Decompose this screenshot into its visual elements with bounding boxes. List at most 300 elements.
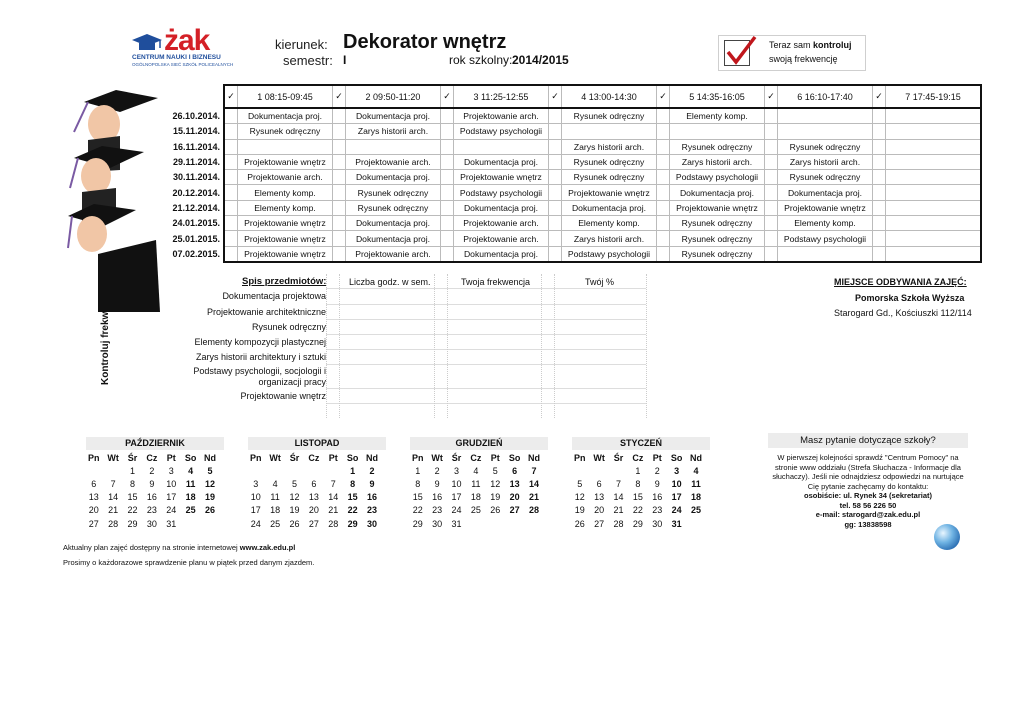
subjects-title: Spis przedmiotów:: [242, 276, 327, 287]
calendar-day: [304, 464, 323, 477]
calendar-day: 3: [453, 465, 459, 476]
class-cell: [886, 185, 982, 200]
globe-icon: [934, 524, 960, 550]
calendar-november: [246, 437, 386, 530]
calendar-day: 21: [328, 505, 339, 516]
contact-line: słuchaczy). Jeśli nie odnajdziesz odpowiedzi na nurtujące: [772, 472, 964, 481]
attendance-checkbox[interactable]: [441, 185, 454, 200]
attendance-checkbox[interactable]: [549, 124, 562, 139]
class-cell: Rysunek odręczny: [238, 124, 333, 139]
contact-email[interactable]: e-mail: starogard@zak.edu.pl: [815, 510, 921, 519]
attendance-checkbox[interactable]: [765, 139, 778, 154]
class-cell: Dokumentacja proj.: [238, 108, 333, 124]
calendar-day: 30: [367, 518, 378, 529]
attendance-checkbox[interactable]: [873, 139, 886, 154]
calendar-day: 17: [166, 492, 177, 503]
calendar-day: 17: [671, 492, 682, 503]
calendar-day: 3: [253, 478, 259, 489]
attendance-checkbox[interactable]: [549, 154, 562, 169]
checkbox-icon: [724, 40, 750, 66]
attendance-checkbox[interactable]: [549, 200, 562, 215]
calendar-day: [466, 517, 485, 530]
calendar-day: 6: [512, 465, 518, 476]
col-attendance: Twoja frekwencja: [461, 277, 531, 287]
class-cell: [886, 216, 982, 231]
calendar-day: 4: [473, 465, 479, 476]
class-cell: [346, 139, 441, 154]
attendance-checkbox[interactable]: [549, 231, 562, 246]
weekday-label: Pn: [249, 452, 262, 463]
attendance-checkbox[interactable]: [765, 246, 778, 262]
class-cell: [670, 124, 765, 139]
calendar-day: 4: [272, 478, 278, 489]
calendar-day: 28: [529, 505, 540, 516]
calendar-day: 10: [451, 478, 462, 489]
calendar-day: 4: [188, 465, 194, 476]
weekday-label: Cz: [146, 452, 158, 463]
class-cell: [886, 231, 982, 246]
calendar-day: 6: [91, 478, 97, 489]
calendar-day: [686, 517, 705, 530]
calendar-day: 19: [574, 505, 585, 516]
calendar-day: 17: [451, 492, 462, 503]
calendar-day: [589, 464, 608, 477]
calendar-day: 29: [412, 518, 423, 529]
weekday-label: Wt: [431, 452, 443, 463]
attendance-checkbox[interactable]: [224, 216, 238, 231]
row-date: 26.10.2014.: [172, 110, 220, 121]
weekday-label: Śr: [127, 452, 138, 463]
attendance-checkbox[interactable]: [873, 108, 886, 124]
grid-divider: [646, 274, 647, 418]
contact-address: osobiście: ul. Rynek 34 (sekretariat): [804, 491, 932, 500]
class-cell: [454, 139, 549, 154]
weekday-label: Pt: [490, 452, 500, 463]
weekday-label: Śr: [451, 452, 462, 463]
grid-line: [326, 319, 646, 320]
logo-wordmark: żak: [164, 24, 210, 57]
class-cell: [238, 139, 333, 154]
kierunek-label: kierunek:: [275, 37, 328, 52]
class-cell: Dokumentacja proj.: [346, 170, 441, 185]
schedule-row: [158, 231, 981, 246]
attendance-checkbox[interactable]: [765, 200, 778, 215]
calendar-day: 3: [674, 465, 680, 476]
attendance-checkbox[interactable]: [873, 200, 886, 215]
contact-body: [768, 453, 968, 529]
calendar-january: [570, 437, 710, 530]
class-cell: [886, 200, 982, 215]
row-date: 30.11.2014.: [172, 172, 220, 183]
attendance-checkbox[interactable]: [549, 185, 562, 200]
weekday-label: So: [508, 452, 521, 463]
calendar-day: 21: [613, 505, 624, 516]
calendar-day: [246, 464, 265, 477]
calendar-day: 7: [110, 478, 116, 489]
class-cell: Dokumentacja proj.: [346, 216, 441, 231]
calendar-day: [524, 517, 543, 530]
calendar-day: 13: [308, 492, 319, 503]
footer-line1: Aktualny plan zajęć dostępny na stronie internetowej www.zak.edu.pl: [63, 543, 296, 552]
schedule-row: [158, 246, 981, 262]
calendar-day: 16: [652, 492, 663, 503]
grid-divider: [339, 274, 340, 418]
calendar-day: 18: [185, 492, 196, 503]
class-cell: [886, 246, 982, 262]
row-date: 15.11.2014.: [172, 126, 220, 137]
class-cell: Rysunek odręczny: [346, 200, 441, 215]
attendance-checkbox[interactable]: [333, 170, 346, 185]
row-date: 20.12.2014.: [172, 187, 220, 198]
row-date: 24.01.2015.: [172, 218, 220, 229]
attendance-checkbox[interactable]: [873, 154, 886, 169]
attendance-checkbox[interactable]: [765, 231, 778, 246]
calendar-day: 22: [632, 505, 643, 516]
class-cell: Projektowanie arch.: [454, 108, 549, 124]
calendar-day: 7: [330, 478, 336, 489]
calendar-day: 27: [308, 518, 319, 529]
class-cell: Rysunek odręczny: [778, 170, 873, 185]
calendar-day: 1: [415, 465, 421, 476]
calendar-day: 28: [328, 518, 339, 529]
class-cell: Dokumentacja proj.: [778, 185, 873, 200]
attendance-checkbox[interactable]: [333, 231, 346, 246]
calendar-day: 9: [149, 478, 155, 489]
attendance-checkbox[interactable]: [657, 200, 670, 215]
schedule-row: [158, 170, 981, 185]
attendance-checkbox[interactable]: [441, 246, 454, 262]
class-cell: [886, 124, 982, 139]
calendar-day: [285, 464, 304, 477]
grid-line: [326, 364, 646, 365]
calendar-day: 30: [432, 518, 443, 529]
calendar-december: [408, 437, 548, 530]
subject-item: Podstawy psychologii, socjologii i organizacji pracy: [193, 366, 326, 387]
calendar-day: 11: [471, 478, 481, 489]
semestr-label: semestr:: [283, 53, 333, 68]
weekday-label: Nd: [690, 452, 703, 463]
calendar-day: 10: [671, 478, 682, 489]
month-name: LISTOPAD: [248, 437, 386, 450]
weekday-label: Cz: [632, 452, 644, 463]
place-name: Pomorska Szkoła Wyższa: [855, 293, 965, 303]
calendar-day: 24: [671, 505, 682, 516]
attendance-checkbox[interactable]: [224, 170, 238, 185]
attendance-checkbox[interactable]: [765, 154, 778, 169]
calendar-day: 14: [613, 492, 624, 503]
attendance-checkbox[interactable]: [765, 216, 778, 231]
calendar-day: 11: [270, 492, 280, 503]
calendar-day: 7: [615, 478, 621, 489]
calendar-day: 27: [509, 505, 520, 516]
calendar-day: 5: [577, 478, 583, 489]
calendar-day: 27: [88, 518, 99, 529]
calendar-day: 31: [166, 518, 177, 529]
calendar-day: 25: [185, 505, 196, 516]
check-mark-icon: ✓: [765, 85, 778, 108]
calendar-day: 26: [574, 518, 585, 529]
self-check-line1: Teraz sam kontroluj: [769, 40, 852, 50]
attendance-checkbox[interactable]: [224, 139, 238, 154]
rok-value: 2014/2015: [512, 53, 569, 67]
class-cell: Projektowanie wnętrz: [562, 185, 657, 200]
weekday-label: Cz: [470, 452, 482, 463]
attendance-checkbox[interactable]: [657, 170, 670, 185]
attendance-checkbox[interactable]: [441, 200, 454, 215]
attendance-checkbox[interactable]: [873, 170, 886, 185]
subject-item: Zarys historii architektury i sztuki: [195, 352, 326, 362]
calendar-day: 22: [412, 505, 423, 516]
check-mark-icon: ✓: [657, 85, 670, 108]
class-cell: Dokumentacja proj.: [670, 185, 765, 200]
attendance-checkbox[interactable]: [224, 200, 238, 215]
contact-phone: tel. 58 56 226 50: [839, 500, 897, 510]
attendance-checkbox[interactable]: [441, 124, 454, 139]
class-cell: Rysunek odręczny: [670, 231, 765, 246]
calendar-day: 29: [632, 518, 643, 529]
class-cell: Elementy komp.: [670, 108, 765, 124]
attendance-checkbox[interactable]: [657, 185, 670, 200]
calendar-day: 19: [205, 492, 216, 503]
class-cell: [778, 124, 873, 139]
calendar-day: 20: [509, 492, 520, 503]
check-mark-icon: ✓: [333, 85, 346, 108]
class-cell: Podstawy psychologii: [454, 185, 549, 200]
weekday-label: Pt: [166, 452, 176, 463]
class-cell: Rysunek odręczny: [346, 185, 441, 200]
grid-line: [326, 288, 646, 289]
class-cell: Zarys historii arch.: [778, 154, 873, 169]
website-link[interactable]: www.zak.edu.pl: [239, 543, 296, 552]
weekday-label: Śr: [289, 452, 300, 463]
col-percent: Twój %: [585, 277, 615, 287]
attendance-checkbox[interactable]: [224, 185, 238, 200]
calendar-day: 19: [490, 492, 501, 503]
class-cell: Podstawy psychologii: [778, 231, 873, 246]
calendar-day: 30: [652, 518, 663, 529]
schedule-row: [158, 200, 981, 215]
class-cell: Elementy komp.: [238, 200, 333, 215]
attendance-checkbox[interactable]: [657, 246, 670, 262]
contact-box: [768, 433, 968, 529]
attendance-checkbox[interactable]: [224, 246, 238, 262]
calendar-day: 26: [205, 505, 216, 516]
attendance-checkbox[interactable]: [333, 154, 346, 169]
calendar-day: 26: [289, 518, 300, 529]
weekday-label: Wt: [593, 452, 605, 463]
attendance-checkbox[interactable]: [224, 124, 238, 139]
class-cell: Projektowanie wnętrz: [238, 246, 333, 262]
calendar-day: 22: [347, 505, 358, 516]
calendar-day: 23: [367, 505, 378, 516]
weekday-label: Pt: [328, 452, 338, 463]
attendance-checkbox[interactable]: [873, 231, 886, 246]
weekday-label: Wt: [107, 452, 119, 463]
attendance-checkbox[interactable]: [549, 139, 562, 154]
month-name: PAŹDZIERNIK: [86, 437, 224, 450]
class-cell: Dokumentacja proj.: [454, 154, 549, 169]
weekday-label: Pn: [87, 452, 100, 463]
schedule-table: [158, 84, 982, 263]
calendar-day: 24: [451, 505, 462, 516]
attendance-checkbox[interactable]: [765, 124, 778, 139]
weekday-label: Śr: [613, 452, 624, 463]
attendance-checkbox[interactable]: [333, 108, 346, 124]
class-cell: [886, 108, 982, 124]
weekday-label: So: [670, 452, 683, 463]
attendance-checkbox[interactable]: [549, 216, 562, 231]
attendance-checkbox[interactable]: [657, 216, 670, 231]
check-mark-icon: ✓: [549, 85, 562, 108]
calendar-day: 12: [574, 492, 585, 503]
schedule-row: [158, 139, 981, 154]
calendar-day: [200, 517, 219, 530]
calendar-day: 23: [146, 505, 157, 516]
calendar-day: [103, 464, 122, 477]
class-cell: Rysunek odręczny: [562, 170, 657, 185]
class-cell: Zarys historii arch.: [670, 154, 765, 169]
calendar-day: 21: [529, 492, 540, 503]
calendar-day: [181, 517, 200, 530]
calendar-day: [609, 464, 628, 477]
calendar-day: 15: [632, 492, 643, 503]
calendar-day: 1: [129, 465, 135, 476]
attendance-checkbox[interactable]: [549, 170, 562, 185]
calendar-day: 17: [250, 505, 261, 516]
attendance-checkbox[interactable]: [657, 124, 670, 139]
kierunek-value: Dekorator wnętrz: [343, 31, 507, 53]
class-cell: Podstawy psychologii: [670, 170, 765, 185]
calendar-day: [265, 464, 284, 477]
class-cell: Projektowanie wnętrz: [670, 200, 765, 215]
side-label: Kontroluj frekw: [100, 311, 111, 385]
class-cell: Rysunek odręczny: [670, 246, 765, 262]
calendar-day: 15: [412, 492, 423, 503]
self-check-box: [718, 35, 866, 71]
attendance-checkbox[interactable]: [224, 231, 238, 246]
weekday-label: Cz: [308, 452, 320, 463]
calendar-day: 14: [328, 492, 339, 503]
grid-line: [326, 349, 646, 350]
attendance-checkbox[interactable]: [333, 246, 346, 262]
calendar-day: 20: [88, 505, 99, 516]
attendance-checkbox[interactable]: [657, 108, 670, 124]
calendar-day: 2: [654, 465, 660, 476]
grid-divider: [447, 274, 448, 418]
class-cell: Elementy komp.: [562, 216, 657, 231]
attendance-checkbox[interactable]: [765, 170, 778, 185]
attendance-checkbox[interactable]: [224, 108, 238, 124]
calendar-day: 9: [369, 478, 375, 489]
attendance-checkbox[interactable]: [873, 246, 886, 262]
check-mark-icon: ✓: [441, 85, 454, 108]
attendance-checkbox[interactable]: [657, 154, 670, 169]
month-name: GRUDZIEŃ: [410, 437, 548, 450]
calendar-day: 30: [146, 518, 157, 529]
grid-divider: [554, 274, 555, 418]
attendance-checkbox[interactable]: [224, 154, 238, 169]
subject-item: Projektowanie wnętrz: [240, 391, 326, 401]
row-date: 29.11.2014.: [172, 157, 220, 168]
attendance-checkbox[interactable]: [549, 246, 562, 262]
footer-line2: Prosimy o każdorazowe sprawdzenie planu w piątek przed danym zjazdem.: [63, 558, 315, 567]
attendance-checkbox[interactable]: [765, 185, 778, 200]
calendar-day: 13: [88, 492, 99, 503]
place-address: Starogard Gd., Kościuszki 112/114: [834, 308, 972, 318]
class-cell: Rysunek odręczny: [670, 139, 765, 154]
attendance-checkbox[interactable]: [333, 200, 346, 215]
calendar-day: 5: [492, 465, 498, 476]
check-mark-icon: ✓: [873, 85, 886, 108]
attendance-checkbox[interactable]: [549, 108, 562, 124]
place-heading: MIEJSCE ODBYWANIA ZAJĘĆ:: [834, 277, 967, 287]
attendance-checkbox[interactable]: [765, 108, 778, 124]
attendance-checkbox[interactable]: [333, 216, 346, 231]
logo-tagline: CENTRUM NAUKI I BIZNESU: [132, 54, 221, 61]
calendar-day: 7: [531, 465, 537, 476]
grid-divider: [434, 274, 435, 418]
attendance-checkbox[interactable]: [873, 185, 886, 200]
attendance-checkbox[interactable]: [441, 231, 454, 246]
calendar-day: 23: [652, 505, 663, 516]
class-cell: Projektowanie arch.: [238, 170, 333, 185]
attendance-checkbox[interactable]: [333, 185, 346, 200]
grid-line: [326, 388, 646, 389]
calendar-day: 24: [250, 518, 261, 529]
weekday-label: So: [346, 452, 359, 463]
calendar-day: 9: [654, 478, 660, 489]
class-cell: Projektowanie wnętrz: [454, 170, 549, 185]
class-cell: Rysunek odręczny: [562, 154, 657, 169]
class-cell: [886, 170, 982, 185]
attendance-checkbox[interactable]: [441, 108, 454, 124]
contact-gg: gg: 13838598: [844, 519, 892, 529]
class-cell: [778, 108, 873, 124]
slot-header: 6 16:10-17:40: [778, 85, 873, 108]
attendance-checkbox[interactable]: [441, 139, 454, 154]
attendance-checkbox[interactable]: [333, 139, 346, 154]
class-cell: Dokumentacja proj.: [346, 108, 441, 124]
class-cell: Rysunek odręczny: [778, 139, 873, 154]
attendance-checkbox[interactable]: [873, 124, 886, 139]
attendance-checkbox[interactable]: [657, 139, 670, 154]
class-cell: Zarys historii arch.: [562, 139, 657, 154]
class-cell: Rysunek odręczny: [670, 216, 765, 231]
calendar-day: 16: [367, 492, 378, 503]
attendance-checkbox[interactable]: [873, 216, 886, 231]
attendance-checkbox[interactable]: [441, 216, 454, 231]
class-cell: Projektowanie wnętrz: [238, 216, 333, 231]
calendar-day: 28: [108, 518, 119, 529]
calendar-day: 1: [350, 465, 356, 476]
calendar-day: 11: [691, 478, 701, 489]
calendar-day: 26: [490, 505, 501, 516]
row-date: 25.01.2015.: [172, 233, 220, 244]
attendance-checkbox[interactable]: [657, 231, 670, 246]
logo-subtagline: OGÓLNOPOLSKA SIEĆ SZKÓŁ POLICEALNYCH: [132, 62, 234, 67]
calendar-day: 3: [168, 465, 174, 476]
attendance-checkbox[interactable]: [333, 124, 346, 139]
class-cell: Dokumentacja proj.: [454, 200, 549, 215]
calendar-day: 12: [205, 478, 216, 489]
calendar-day: 9: [434, 478, 440, 489]
class-cell: Zarys historii arch.: [346, 124, 441, 139]
attendance-checkbox[interactable]: [441, 170, 454, 185]
grid-divider: [541, 274, 542, 418]
class-cell: Dokumentacja proj.: [454, 246, 549, 262]
schedule-row: [158, 216, 981, 231]
attendance-checkbox[interactable]: [441, 154, 454, 169]
